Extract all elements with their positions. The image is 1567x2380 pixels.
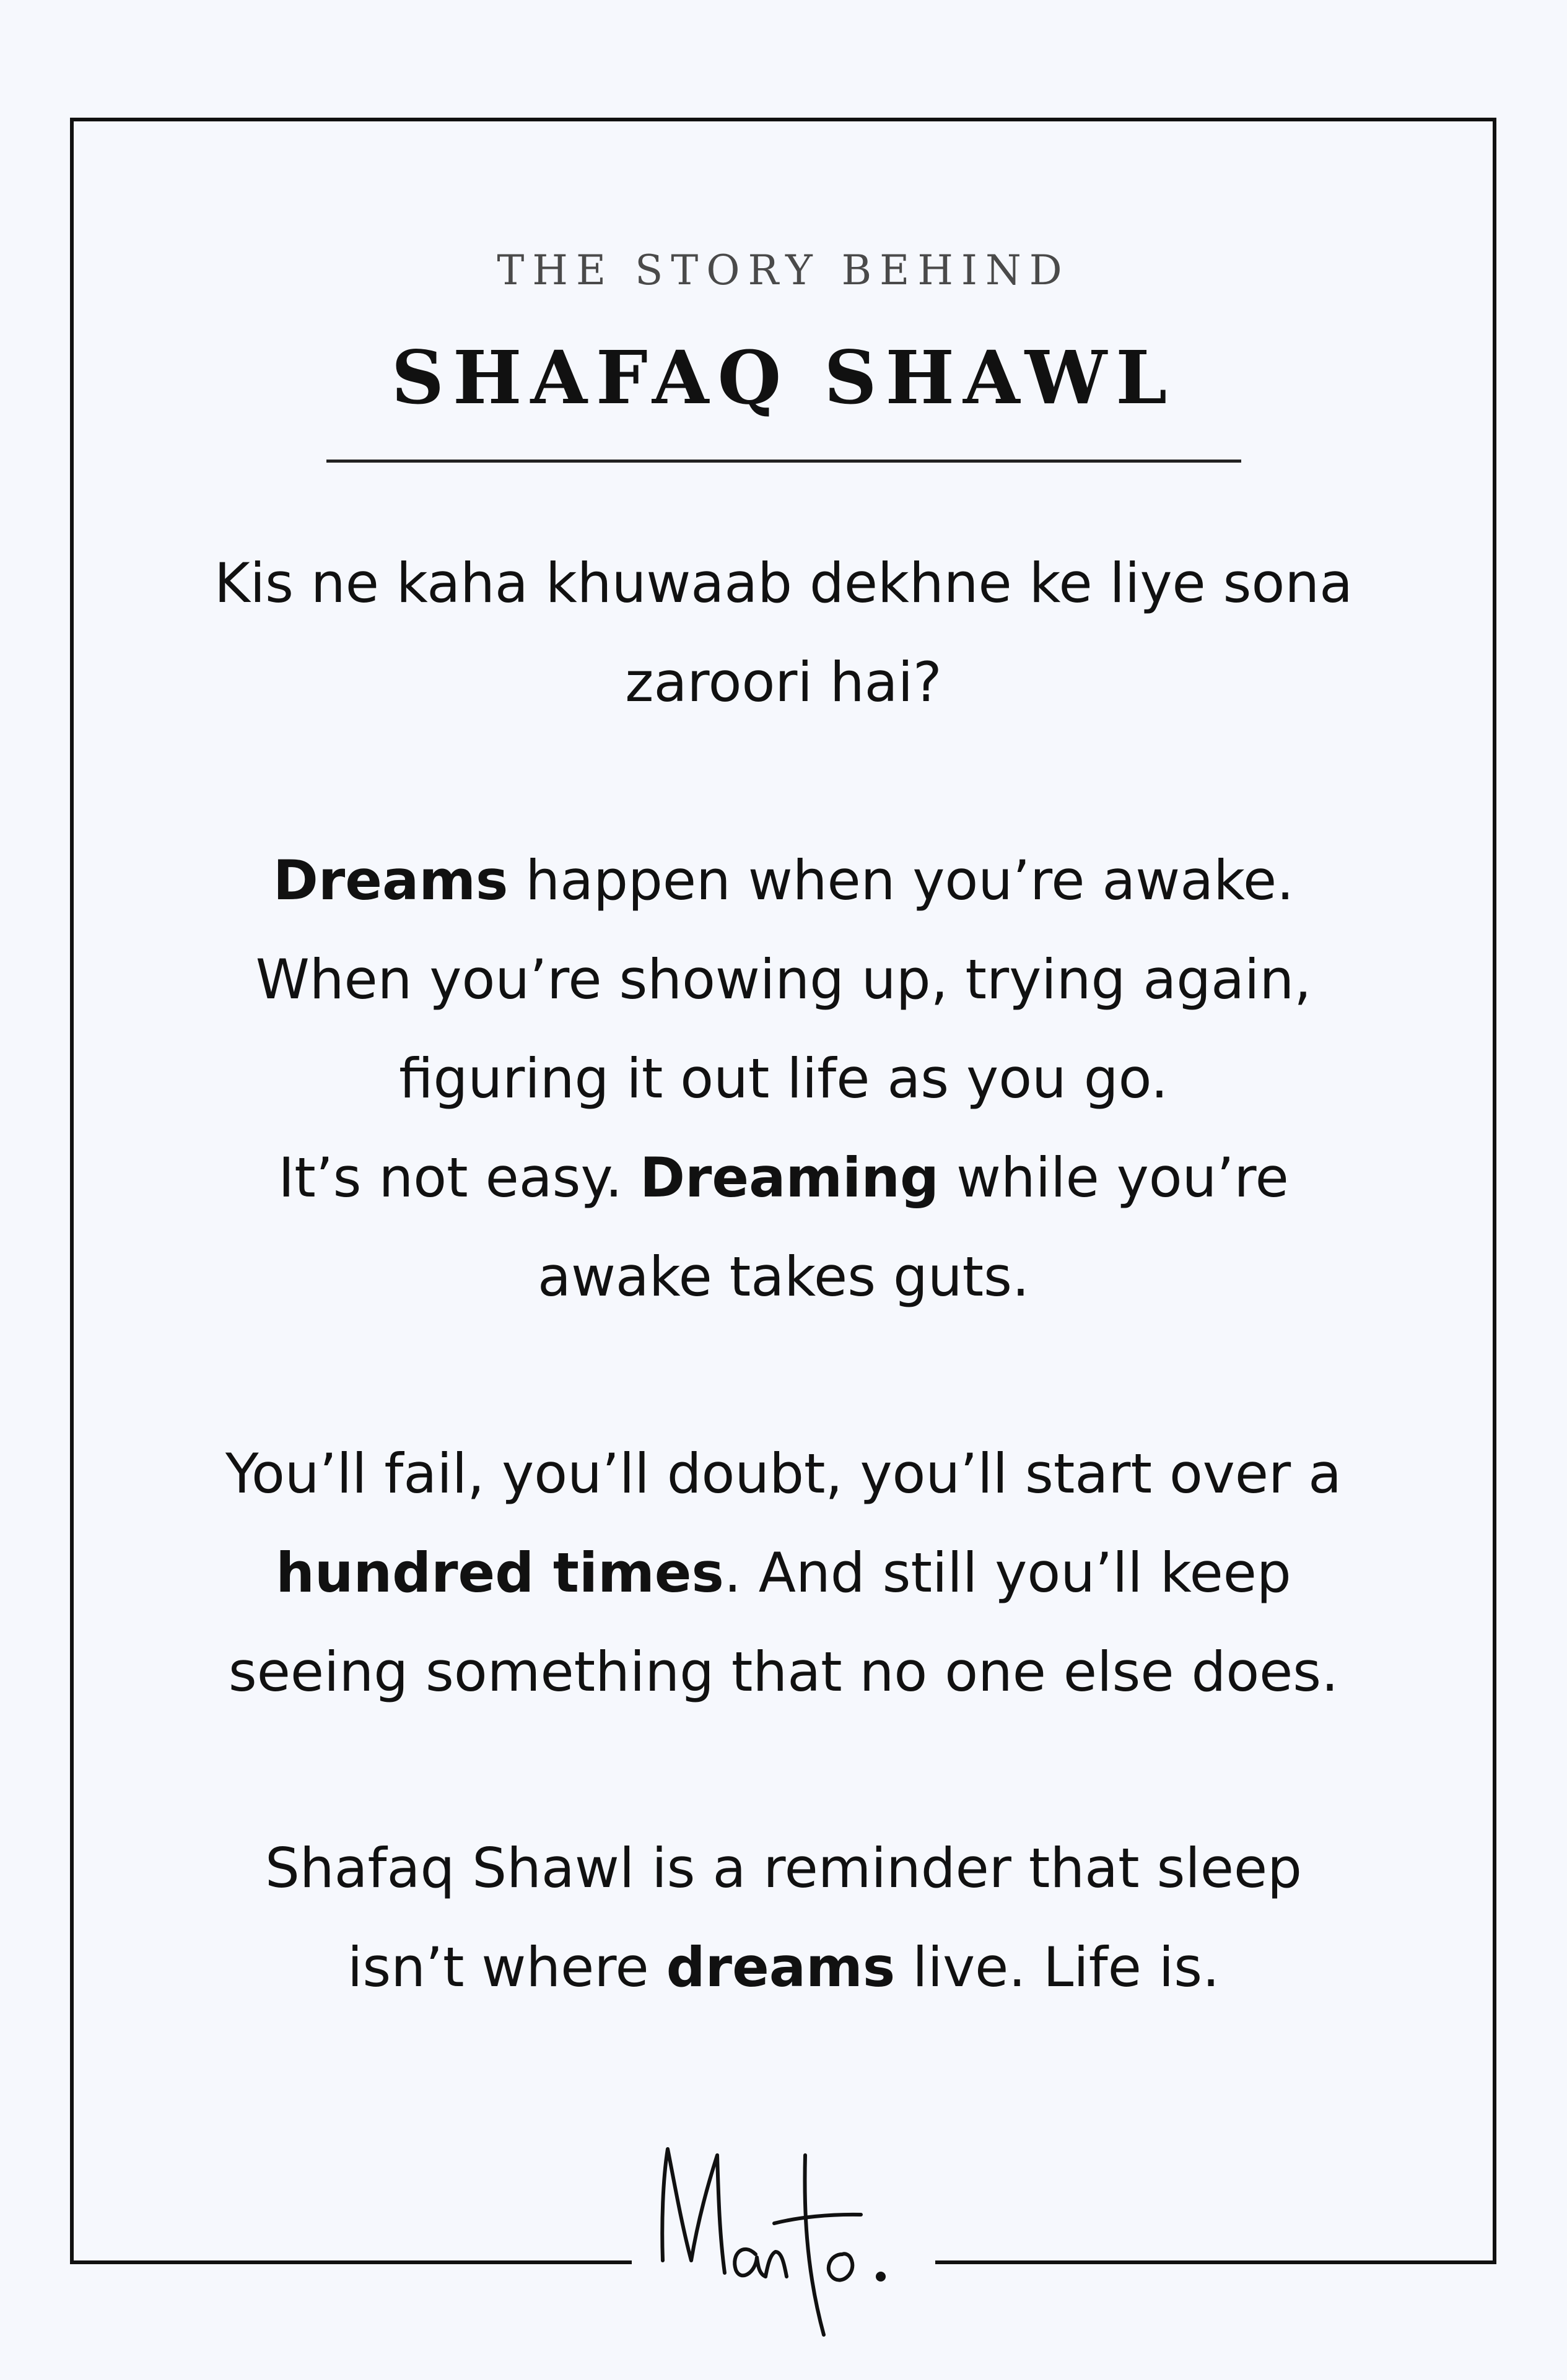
paragraph-line: seeing something that no one else does. bbox=[228, 1640, 1339, 1704]
emphasis-text: dreams bbox=[666, 1935, 896, 1999]
eyebrow-heading: THE STORY BEHIND bbox=[497, 246, 1070, 294]
paragraph-line: Kis ne kaha khuwaab dekhne ke liye sona bbox=[214, 551, 1353, 615]
emphasis-text: Dreams bbox=[273, 848, 509, 912]
paragraph-line: You’ll fail, you’ll doubt, you’ll start over a bbox=[225, 1442, 1342, 1506]
paragraph-line: Shafaq Shawl is a reminder that sleep bbox=[264, 1836, 1303, 1900]
paragraph-persistence bbox=[124, 1424, 1443, 1722]
emphasis-text: hundred times bbox=[276, 1541, 724, 1605]
paragraph-line: Dreams happen when you’re awake. bbox=[273, 848, 1294, 912]
emphasis-text: Dreaming bbox=[639, 1146, 939, 1210]
paragraph-line: isn’t where dreams live. Life is. bbox=[347, 1935, 1220, 1999]
frame-right-border bbox=[1493, 118, 1496, 2264]
frame-top-border bbox=[70, 118, 1496, 121]
title-divider bbox=[326, 460, 1241, 463]
paragraph-closing bbox=[124, 1819, 1443, 2017]
signature-logo bbox=[638, 2130, 929, 2341]
paragraph-line: zaroori hai? bbox=[625, 650, 942, 714]
frame-bottom-border-right bbox=[935, 2260, 1496, 2264]
paragraph-question bbox=[124, 534, 1443, 732]
frame-left-border bbox=[70, 118, 74, 2264]
paragraph-line: awake takes guts. bbox=[538, 1245, 1029, 1309]
paragraph-line: It’s not easy. Dreaming while you’re bbox=[278, 1146, 1289, 1210]
paragraph-line: hundred times. And still you’ll keep bbox=[276, 1541, 1291, 1605]
frame-bottom-border-left bbox=[70, 2260, 632, 2264]
paragraph-line: figuring it out life as you go. bbox=[399, 1047, 1168, 1110]
paragraph-dreams bbox=[124, 831, 1443, 1327]
paragraph-line: When you’re showing up, trying again, bbox=[255, 948, 1312, 1011]
page-title: SHAFAQ SHAWL bbox=[391, 334, 1176, 421]
